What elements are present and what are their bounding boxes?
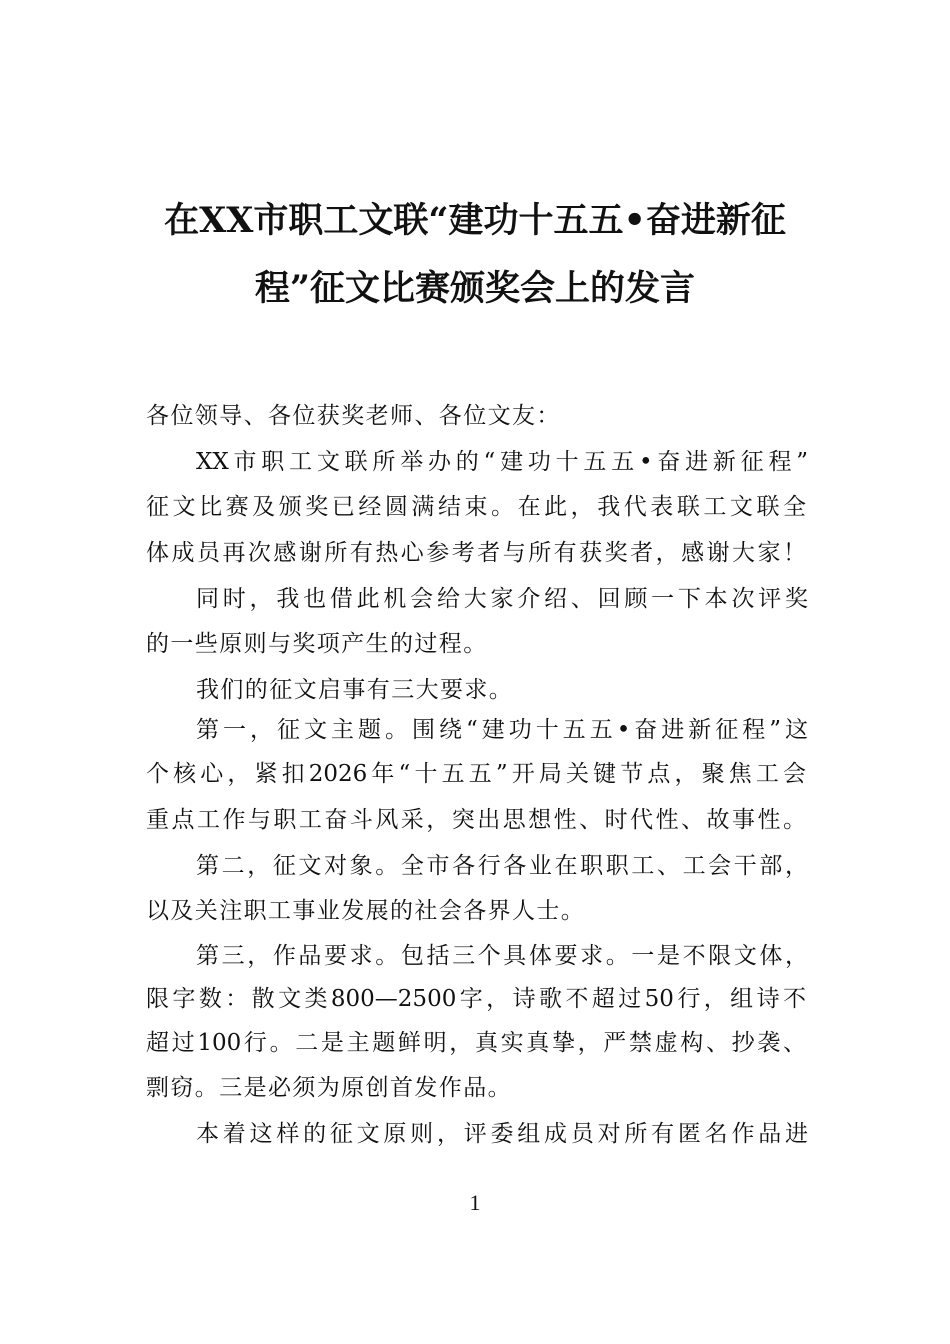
paragraph-line: 我们的征文启事有三大要求。 [196,677,514,703]
paragraph-line: 重点工作与职工奋斗风采，突出思想性、时代性、故事性。 [146,807,806,833]
page-number: 1 [469,1190,481,1215]
document-title-line-2: 程”征文比赛颁奖会上的发言 [254,268,696,309]
paragraph-line: 超过100行。二是主题鲜明，真实真挚，严禁虚构、抄袭、 [146,1030,806,1056]
paragraph-line: 体成员再次感谢所有热心参考者与所有获奖者，感谢大家！ [146,540,806,566]
paragraph-line: 的一些原则与奖项产生的过程。 [146,631,488,657]
paragraph-line: 征文比赛及颁奖已经圆满结束。在此，我代表联工文联全 [146,494,806,520]
paragraph-line: 以及关注职工事业发展的社会各界人士。 [146,898,586,924]
paragraph-line: 第一，征文主题。围绕“建功十五五•奋进新征程”这 [196,717,808,743]
paragraph-line: XX市职工文联所举办的“建功十五五•奋进新征程” [196,449,808,475]
paragraph-line: 第三，作品要求。包括三个具体要求。一是不限文体， [196,943,808,969]
salutation: 各位领导、各位获奖老师、各位文友： [146,403,561,429]
paragraph-line: 限字数：散文类800—2500字，诗歌不超过50行，组诗不 [146,986,806,1012]
paragraph-line: 同时，我也借此机会给大家介绍、回顾一下本次评奖 [196,586,808,612]
paragraph-line: 第二，征文对象。全市各行各业在职职工、工会干部， [196,853,808,879]
paragraph-line: 个核心，紧扣2026年“十五五”开局关键节点，聚焦工会 [146,761,806,787]
paragraph-line: 剽窃。三是必须为原创首发作品。 [146,1075,512,1101]
paragraph-line: 本着这样的征文原则，评委组成员对所有匿名作品进 [196,1121,808,1147]
document-title-line-1: 在XX市职工文联“建功十五五•奋进新征 [164,200,786,241]
